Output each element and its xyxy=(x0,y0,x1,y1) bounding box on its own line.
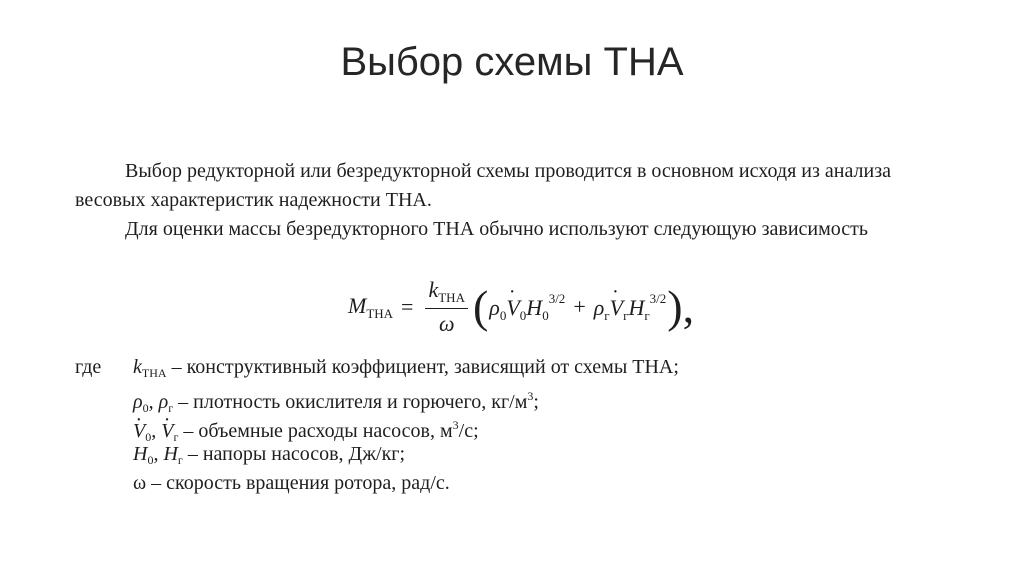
formula-t2-rho-sub: г xyxy=(604,307,610,323)
formula-t2-v-sub: г xyxy=(623,307,629,323)
legend-v-sup: 3 xyxy=(452,418,459,432)
formula-t1-h-sub: 0 xyxy=(542,307,549,323)
intro-paragraph xyxy=(75,157,955,215)
legend-rho0-symbol: ρ xyxy=(133,391,143,413)
legend-v0-symbol: · V xyxy=(133,420,145,442)
formula-lhs xyxy=(348,293,393,322)
legend-h0-sub: 0 xyxy=(147,453,154,467)
formula-t1-v-sub: 0 xyxy=(519,307,527,323)
legend-item-k xyxy=(133,353,913,382)
legend-v-text: – объемные расходы насосов, м xyxy=(178,420,453,442)
legend-vg-sub: г xyxy=(173,430,179,444)
formula-k-symbol: k xyxy=(428,277,439,302)
legend-hg-symbol: H xyxy=(163,443,178,465)
formula-t2-h-sub: г xyxy=(644,307,650,323)
legend-h-sep: , xyxy=(153,443,164,465)
legend-omega-text: ω – скорость вращения ротора, рад/с. xyxy=(133,472,450,494)
symbol-legend xyxy=(133,353,913,498)
formula-plus: + xyxy=(573,294,586,319)
formula-t2-rho: ρ xyxy=(593,294,605,320)
formula-fraction-numerator xyxy=(425,277,467,309)
formula-close-paren: ), xyxy=(667,281,695,332)
formula-t2-h: H xyxy=(628,294,645,320)
formula-t1-rho-sub: 0 xyxy=(499,307,507,323)
formula-t1-exp: 3/2 xyxy=(548,290,566,306)
slide-title: Выбор схемы ТНА xyxy=(340,40,684,84)
legend-rho-sep: , xyxy=(148,391,159,413)
legend-k-text: – конструктивный коэффициент, зависящий от схемы ТНА; xyxy=(166,356,679,378)
legend-item-omega xyxy=(133,469,913,498)
legend-rho0-sub: 0 xyxy=(142,401,149,415)
where-label: где xyxy=(75,356,102,378)
formula-intro-paragraph xyxy=(75,215,955,244)
formula-k-sub: ТНА xyxy=(438,290,465,305)
legend-rho-sup: 3 xyxy=(527,389,534,403)
legend-v-sep: , xyxy=(151,420,162,442)
intro-paragraph-text: Выбор редукторной или безредукторной схемы проводится в основном исходя из анализа весовых характеристик надежности ТНА. xyxy=(75,160,891,211)
formula-intro-paragraph-text: Для оценки массы безредукторного ТНА обычно используют следующую зависимость xyxy=(125,218,868,240)
legend-rhog-sub: г xyxy=(168,401,174,415)
legend-item-h xyxy=(133,440,913,469)
formula-term-fuel xyxy=(594,291,667,324)
legend-rhog-symbol: ρ xyxy=(158,391,169,413)
legend-rho-end: ; xyxy=(533,391,539,413)
formula-fraction-denominator xyxy=(439,309,455,337)
formula-lhs-symbol: M xyxy=(348,292,367,318)
legend-v-end: /с; xyxy=(458,420,479,442)
legend-hg-sub: г xyxy=(177,453,183,467)
formula-t1-v: · V xyxy=(506,295,519,320)
mass-formula xyxy=(348,274,695,340)
legend-rho-text: – плотность окислителя и горючего, кг/м xyxy=(173,391,528,413)
legend-h-text: – напоры насосов, Дж/кг; xyxy=(182,443,406,465)
legend-k-symbol: k xyxy=(133,356,142,378)
formula-t2-exp: 3/2 xyxy=(649,290,667,306)
legend-v0-sub: 0 xyxy=(145,430,152,444)
legend-item-v xyxy=(133,411,913,444)
formula-omega: ω xyxy=(438,311,455,336)
formula-lhs-sub: ТНА xyxy=(366,305,394,321)
formula-term-oxidizer xyxy=(489,291,565,324)
formula-equals: = xyxy=(401,294,414,319)
formula-t2-v: · V xyxy=(610,295,623,320)
legend-vg-symbol: · V xyxy=(161,420,173,442)
legend-k-sub: ТНА xyxy=(141,366,167,380)
formula-open-paren: ( xyxy=(472,281,489,332)
legend-h0-symbol: H xyxy=(133,443,148,465)
formula-t1-rho: ρ xyxy=(489,294,500,320)
legend-item-rho xyxy=(133,382,913,415)
formula-fraction xyxy=(425,277,467,337)
formula-t1-h: H xyxy=(526,294,543,320)
